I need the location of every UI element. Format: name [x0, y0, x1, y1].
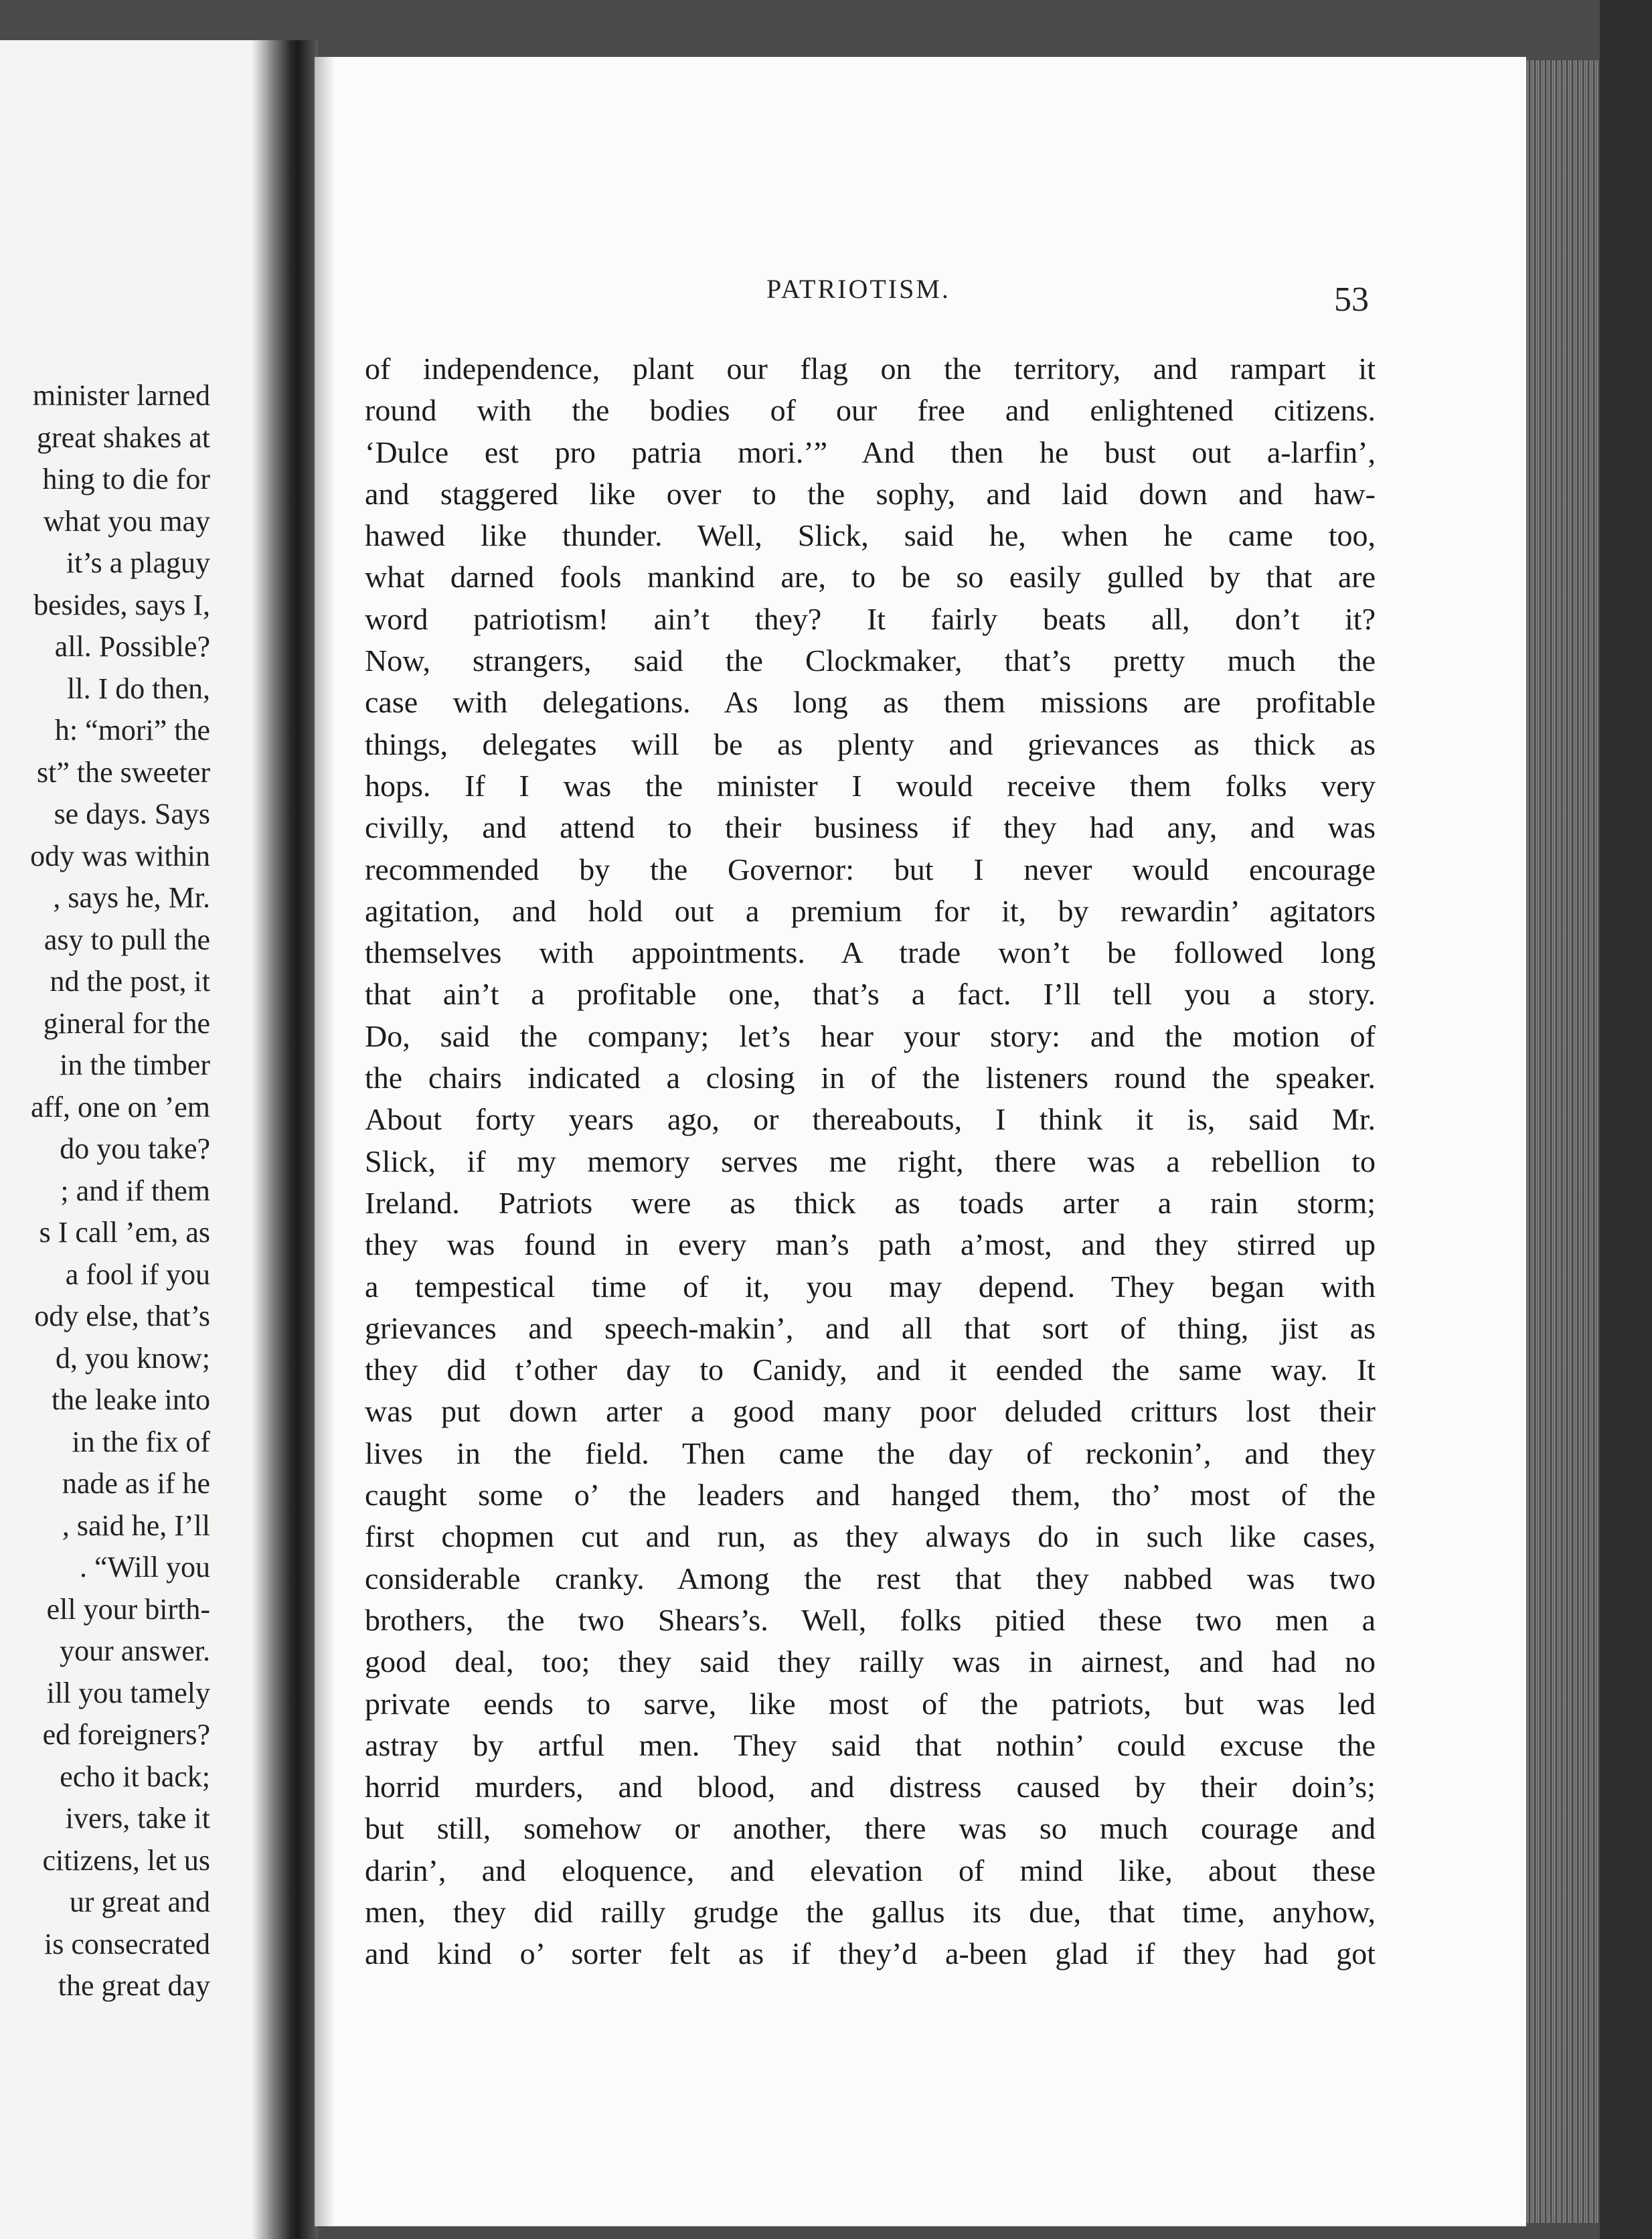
text-line: the great day	[58, 1969, 210, 2002]
text-line: se days. Says	[54, 797, 210, 830]
text-line: Ireland. Patriots were as thick as toads arter a rain storm;	[365, 1185, 1376, 1220]
text-line: private eends to sarve, like most of the patriots, but was led	[365, 1686, 1376, 1721]
text-line: and staggered like over to the sophy, and laid down and haw-	[365, 476, 1376, 511]
text-line: grievances and speech-makin’, and all that sort of thing, jist as	[365, 1310, 1376, 1345]
text-line: hing to die for	[42, 463, 210, 495]
text-line: st” the sweeter	[37, 755, 210, 789]
text-line: but still, somehow or another, there was so much courage and	[365, 1811, 1376, 1846]
text-line: themselves with appointments. A trade won’t be followed long	[365, 935, 1376, 970]
text-line: men, they did railly grudge the gallus its due, that time, anyhow,	[365, 1894, 1376, 1929]
text-line: gineral for the	[43, 1006, 210, 1040]
text-line: is consecrated	[44, 1927, 210, 1960]
text-line: Do, said the company; let’s hear your story: and the motion of	[365, 1018, 1376, 1053]
text-line: things, delegates will be as plenty and grievances as thick as	[365, 726, 1376, 761]
text-line: first chopmen cut and run, as they always do in such like cases,	[365, 1519, 1376, 1554]
text-line: , says he, Mr.	[53, 881, 210, 914]
text-line: minister larned	[32, 379, 210, 412]
text-line: recommended by the Governor: but I never would encourage	[365, 852, 1376, 886]
text-line: good deal, too; they said they railly was in airnest, and had no	[365, 1644, 1376, 1679]
text-line: the chairs indicated a closing in of the listeners round the speaker.	[365, 1061, 1376, 1095]
text-line: horrid murders, and blood, and distress caused by their doin’s;	[365, 1770, 1376, 1804]
text-line: ll. I do then,	[67, 672, 210, 705]
text-line: ed foreigners?	[42, 1718, 210, 1751]
text-line: in the timber	[60, 1049, 210, 1081]
book-spine	[268, 40, 318, 2239]
previous-page-text	[0, 375, 210, 2007]
text-line: darin’, and eloquence, and elevation of mind like, about these	[365, 1853, 1376, 1887]
text-line: that ain’t a profitable one, that’s a fact. I’ll tell you a story.	[365, 977, 1376, 1012]
text-line: hops. If I was the minister I would receive them folks very	[365, 768, 1376, 803]
text-line: all. Possible?	[54, 630, 210, 663]
text-line: Now, strangers, said the Clockmaker, that’s pretty much the	[365, 643, 1376, 678]
text-line: h: “mori” the	[54, 714, 210, 747]
text-line: brothers, the two Shears’s. Well, folks pitied these two men a	[365, 1602, 1376, 1637]
text-line: of independence, plant our flag on the territory, and rampart it	[365, 352, 1376, 386]
text-line: d, you know;	[56, 1341, 210, 1375]
text-line: great shakes at	[37, 420, 210, 454]
text-line: civilly, and attend to their business if they had any, and was	[365, 810, 1376, 845]
text-line: and kind o’ sorter felt as if they’d a-been glad if they had got	[365, 1936, 1376, 1971]
text-line: ur great and	[69, 1885, 210, 1918]
text-line: , said he, I’ll	[62, 1509, 210, 1542]
page-number: 53	[1334, 281, 1369, 319]
text-line: ‘Dulce est pro patria mori.’” And then he bust out a-larfin’,	[365, 435, 1376, 469]
text-line: Slick, if my memory serves me right, there was a rebellion to	[365, 1144, 1376, 1178]
text-line: ell your birth-	[46, 1592, 210, 1626]
text-line: citizens, let us	[42, 1843, 210, 1877]
text-line: what you may	[43, 504, 210, 538]
text-line: a fool if you	[65, 1257, 210, 1291]
text-line: asy to pull the	[44, 923, 210, 956]
text-line: in the fix of	[72, 1425, 210, 1458]
text-line: your answer.	[60, 1634, 210, 1667]
text-line: hawed like thunder. Well, Slick, said he, when he came too,	[365, 518, 1376, 553]
text-line: ody else, that’s	[34, 1300, 210, 1332]
text-line: ill you tamely	[46, 1676, 210, 1709]
text-line: agitation, and hold out a premium for it, by rewardin’ agitators	[365, 893, 1376, 928]
page-fore-edge	[1526, 60, 1600, 2223]
text-line: astray by artful men. They said that nothin’ could excuse the	[365, 1727, 1376, 1762]
text-line: caught some o’ the leaders and hanged them, tho’ most of the	[365, 1478, 1376, 1513]
text-line: was put down arter a good many poor deluded critturs lost their	[365, 1394, 1376, 1429]
text-line: ; and if them	[60, 1174, 210, 1207]
page-gutter-shadow	[252, 40, 268, 2239]
text-line: About forty years ago, or thereabouts, I think it is, said Mr.	[365, 1102, 1376, 1137]
page-gutter-shadow	[315, 57, 335, 2226]
text-line: s I call ’em, as	[39, 1216, 210, 1249]
text-line: considerable cranky. Among the rest that they nabbed was two	[365, 1561, 1376, 1596]
text-line: case with delegations. As long as them missions are profitable	[365, 685, 1376, 720]
text-line: nade as if he	[62, 1467, 210, 1500]
text-line: ivers, take it	[65, 1802, 210, 1835]
text-line: they did t’other day to Canidy, and it eended the same way. It	[365, 1353, 1376, 1387]
page-body-text	[365, 348, 1376, 1975]
text-line: aff, one on ’em	[31, 1090, 210, 1124]
text-line: nd the post, it	[50, 965, 210, 998]
text-line: it’s a plaguy	[66, 546, 210, 579]
text-line: echo it back;	[60, 1760, 210, 1793]
text-line: a tempestical time of it, you may depend. They began with	[365, 1269, 1376, 1304]
text-line: they was found in every man’s path a’most, and they stirred up	[365, 1227, 1376, 1262]
text-line: . “Will you	[80, 1551, 210, 1584]
text-line: do you take?	[60, 1132, 210, 1165]
text-line: word patriotism! ain’t they? It fairly beats all, don’t it?	[365, 601, 1376, 636]
text-line: besides, says I,	[33, 588, 210, 621]
running-head: PATRIOTISM.	[766, 274, 951, 304]
scan-background	[1600, 0, 1652, 2239]
text-line: ody was within	[30, 839, 210, 872]
text-line: the leake into	[51, 1383, 210, 1416]
text-line: lives in the field. Then came the day of reckonin’, and they	[365, 1436, 1376, 1470]
text-line: what darned fools mankind are, to be so easily gulled by that are	[365, 560, 1376, 595]
previous-page	[0, 40, 268, 2239]
text-line: round with the bodies of our free and enlightened citizens.	[365, 393, 1376, 428]
